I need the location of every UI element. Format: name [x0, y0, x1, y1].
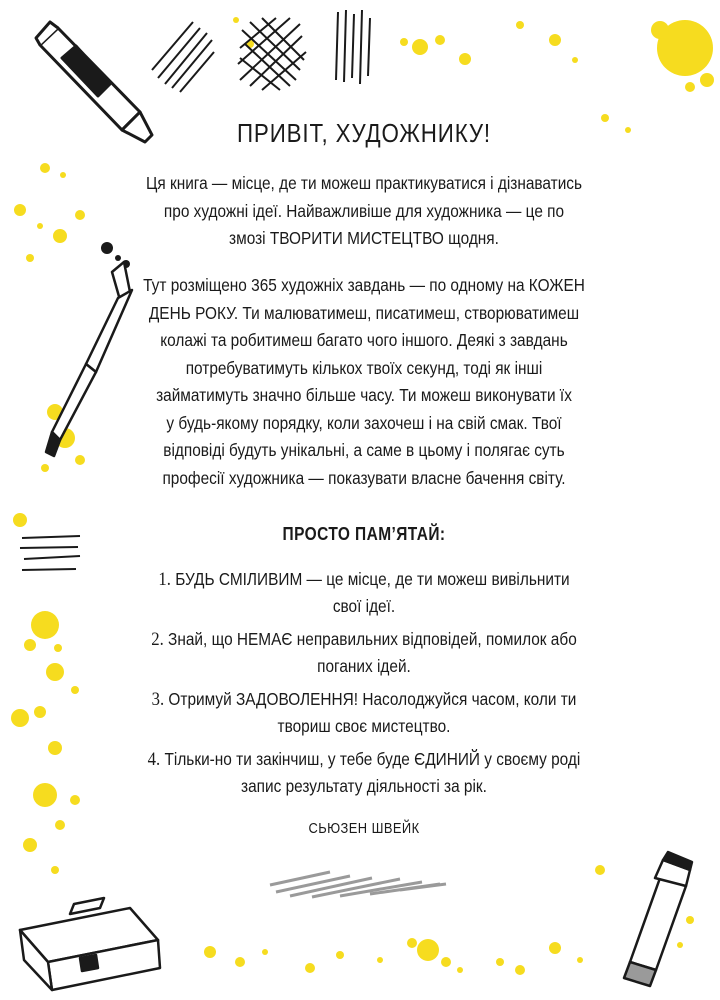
tip-text: — це місце, де ти можеш вивільнити — [302, 569, 570, 589]
tip-text: запис результату діяльності за рік. — [241, 776, 487, 796]
body-paragraph — [126, 272, 601, 492]
body-text: Тут розміщено 365 художніх завдань — по одному на — [143, 275, 529, 295]
page-title: ПРИВІТ, ХУДОЖНИКУ! — [237, 118, 491, 148]
body-line: відповіді будуть унікальні, а саме в цьому і полягає суть — [163, 440, 565, 460]
tips-list — [94, 566, 634, 806]
tip-number: 4. — [147, 749, 161, 770]
remember-heading: ПРОСТО ПАМ’ЯТАЙ: — [282, 524, 446, 544]
tip-text: ! Насолоджуйся часом, коли ти — [353, 689, 577, 709]
list-item — [126, 566, 601, 620]
tip-number: 1. — [158, 569, 171, 590]
body-line: у будь-якому порядку, коли захочеш і на свій смак. Твої — [166, 412, 562, 433]
grey-scribble — [270, 872, 446, 897]
intro-text: щодня. — [443, 228, 499, 248]
list-item — [126, 686, 601, 740]
toolbox-icon — [20, 898, 160, 990]
hatching-swatches — [152, 10, 370, 92]
tip-text: у своєму роді — [479, 749, 581, 769]
body-line: професії художника — показувати власне бачення світу. — [162, 467, 566, 488]
tip-text: поганих ідей. — [317, 656, 411, 676]
intro-emphasis: ТВОРИТИ МИСТЕЦТВО — [269, 228, 444, 248]
fountain-pen-icon — [46, 242, 132, 456]
intro-line: Ця книга — місце, де ти можеш практикуватися і дізнаватись — [145, 173, 583, 193]
list-item — [126, 626, 601, 680]
body-line: займатимуть значно більше часу. Ти можеш виконувати їх — [156, 385, 572, 405]
tip-emphasis: ЗАДОВОЛЕННЯ — [235, 689, 354, 709]
body-emphasis: КОЖЕН — [528, 275, 585, 295]
tip-emphasis: БУДЬ СМІЛИВИМ — [175, 569, 303, 589]
body-emphasis: ДЕНЬ РОКУ — [148, 302, 234, 323]
body-line: потребуватимуть кількох твоїх секунд, тоді як інші — [185, 357, 543, 378]
tip-text: свої ідеї. — [332, 596, 396, 616]
intro-line: про художні ідеї. Найважливіше для художника — це по — [163, 200, 565, 221]
tip-emphasis: ЄДИНИЙ — [414, 749, 480, 769]
body-line: колажі та робитимеш багато чого іншого. Деякі з завдань — [160, 330, 568, 350]
intro-text: змозі — [229, 228, 270, 248]
body-text: . Ти малюватимеш, писатимеш, створюватимеш — [233, 302, 580, 323]
intro-paragraph — [126, 170, 601, 253]
tip-text: Знай, що — [163, 629, 237, 649]
tip-text: неправильних відповідей, помилок або — [292, 629, 577, 649]
tip-number: 2. — [151, 629, 164, 650]
list-item — [126, 746, 601, 800]
tip-number: 3. — [151, 689, 165, 710]
tip-text: Тільки-но ти закінчиш, у тебе буде — [160, 749, 415, 769]
author-name: СЬЮЗЕН ШВЕЙК — [308, 820, 420, 837]
tip-text: твориш своє мистецтво. — [277, 716, 451, 736]
line-strokes — [20, 536, 80, 570]
marker-icon — [36, 22, 152, 142]
glue-stick-icon — [624, 852, 692, 986]
tip-emphasis: НЕМАЄ — [236, 629, 293, 649]
tip-text: Отримуй — [164, 689, 236, 709]
